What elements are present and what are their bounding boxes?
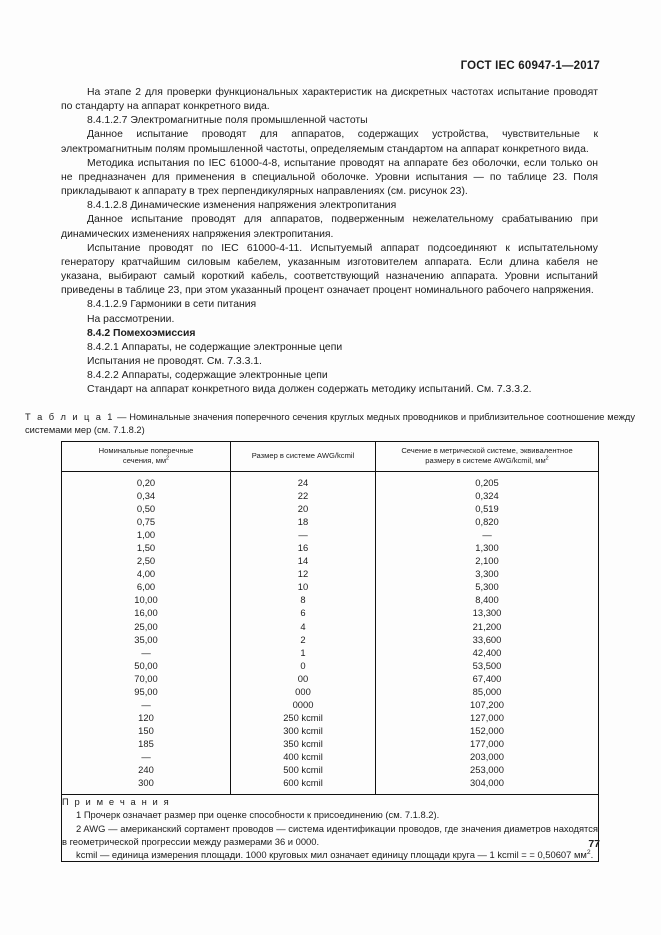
table-value: 127,000 [470,711,504,723]
table-value: 1,50 [136,542,156,554]
table-value: 16,00 [134,607,158,619]
table-value: 1,300 [475,542,499,554]
table-value: 13,300 [472,607,502,619]
body-text-block [61,86,598,397]
note-item-3-tail: . [590,848,594,860]
paragraph-7: Испытание проводят по IEC 61000-4-11. Испытуемый аппарат подсоединяют к испытательному генератору кратчайшим силовым кабелем, указанным изготовителем аппарата. Если длина кабеля не указана, выбирают самый короткий кабель, соответствующий назначению аппарата. Уровни испытаний приведены в таблице 23, при этом указанный процент означает процент номинального рабочего напряжения. [61,242,598,297]
table-data-row [62,472,599,795]
table-value: 4 [300,620,306,632]
table-value: 8 [300,594,306,606]
table-value: 0 [300,659,306,671]
table-value: — [141,698,151,710]
table-value: 300 [138,777,154,789]
column-header-nominal-cross-section [62,442,231,472]
table-value: 10,00 [134,594,158,606]
table-value: 14 [297,555,309,567]
table-value: 00 [297,672,309,684]
paragraph-1: На этапе 2 для проверки функциональных характеристик на дискретных частотах испытание проводят по стандарту на аппарат конкретного вида. [61,87,598,113]
table-value: 0,75 [136,516,156,528]
table-value: 0,820 [475,516,499,528]
table-value: 5,300 [475,581,499,593]
table-value: 177,000 [470,737,504,749]
table-value: 350 kcmil [283,737,323,749]
table-header-row [62,442,599,472]
column-header-nominal-superscript: 2 [166,455,170,462]
table-value: 0,50 [136,503,156,515]
table-value: 0,34 [136,490,156,502]
clause-8-4-1-2-8: 8.4.1.2.8 Динамические изменения напряжения электропитания [87,200,397,212]
table-value: 20 [297,503,309,515]
table-value: 253,000 [470,764,504,776]
table-value: 10 [297,581,309,593]
table-value: 53,500 [472,659,502,671]
clause-8-4-1-2-7: 8.4.1.2.7 Электромагнитные поля промышленной частоты [87,115,368,127]
clause-8-4-1-2-9: 8.4.1.2.9 Гармоники в сети питания [87,299,257,311]
table-caption [25,411,635,437]
table-value: 1,00 [136,529,156,541]
table-value: 3,300 [475,568,499,580]
table-value: 150 [138,724,154,736]
table-value: 0,205 [475,477,499,488]
paragraph-14: Стандарт на аппарат конкретного вида должен содержать методику испытаний. См. 7.3.3.2. [87,384,532,396]
notes-title: П р и м е ч а н и я [62,796,171,808]
table-body [62,472,599,862]
table-value: 33,600 [472,633,502,645]
table-value: 0,324 [475,490,499,502]
paragraph-12: Испытания не проводят. См. 7.3.3.1. [87,355,262,367]
column-header-metric-superscript: 2 [545,455,549,462]
running-head: ГОСТ IEC 60947-1—2017 [460,60,600,72]
table-value: 6 [300,607,306,619]
table-value: 500 kcmil [283,764,323,776]
column-header-metric-line1: Сечение в метрической системе, эквивалентное [401,446,573,455]
table-notes [62,795,599,862]
paragraph-6: Данное испытание проводят для аппаратов, подверженным нежелательному срабатыванию при динамических изменениях напряжения электропитания. [61,214,598,240]
table-value: 400 kcmil [283,750,323,762]
column-header-metric-line2: размеру в системе AWG/kcmil, мм [425,456,546,465]
table-value: 250 kcmil [283,711,323,723]
table-value: 21,200 [472,620,502,632]
table-value: — [141,646,151,658]
table-value: 50,00 [134,659,158,671]
table-value: — [298,529,308,541]
table-value: 85,000 [472,685,502,697]
paragraph-4: Методика испытания по IEC 61000-4-8, испытание проводят на аппарате без оболочки, если только он не предназначен для применения в специальной оболочке. Уровни испытания — по таблице 23. Поля прикладывают к аппарату в трех перпендикулярных направлениях (см. рисунок 23). [61,157,598,198]
clause-8-4-2-1: 8.4.2.1 Аппараты, не содержащие электронные цепи [87,341,343,353]
table-caption-label: Т а б л и ц а 1 [25,412,115,422]
list-metric-values [376,476,598,789]
cell-metric-equivalent [376,472,599,795]
table-value: 240 [138,764,154,776]
table-caption-text: Номинальные значения поперечного сечения круглых медных проводников и приблизительное соотношение между системами мер (см. 7.1.8.2) [25,412,635,435]
table-head [62,442,599,472]
table-value: 25,00 [134,620,158,632]
table-value: 185 [138,737,154,749]
note-item-3 [62,848,598,861]
table-value: 16 [297,542,309,554]
table-value: 8,400 [475,594,499,606]
page-number: 77 [588,838,600,850]
table-value: 2 [300,633,306,645]
table-value: 22 [297,490,309,502]
table-value: 95,00 [134,685,158,697]
cell-awg-kcmil [231,472,376,795]
table-value: 4,00 [136,568,156,580]
paragraph-9: На рассмотрении. [87,313,175,325]
note-item-3-superscript: 2 [586,848,591,856]
table-value: 000 [295,685,311,697]
table-value: 152,000 [470,724,504,736]
table-caption-dash: — [117,412,127,422]
table-value: 300 kcmil [283,724,323,736]
conductor-cross-section-table [61,441,599,862]
table-value: 12 [297,568,309,580]
table-value: 0000 [292,698,314,710]
cell-nominal-cross-section [62,472,231,795]
table-value: 0,20 [136,477,156,488]
table-value: 1 [300,646,306,658]
table-value: 67,400 [472,672,502,684]
table-value: — [482,529,492,541]
table-value: 70,00 [134,672,158,684]
table-value: 0,519 [475,503,499,515]
column-header-awg-kcmil: Размер в системе AWG/kcmil [231,442,376,472]
table-value: 2,50 [136,555,156,567]
clause-8-4-2-heading: 8.4.2 Помехоэмиссия [87,327,196,339]
note-item-1: 1 Прочерк означает размер при оценке способности к присоединению (см. 7.1.8.2). [76,809,440,821]
note-item-2: 2 AWG — американский сортамент проводов — система идентификации проводов, где значения диаметров находятся в геометрической прогрессии между размерами 36 и 0000. [62,822,598,847]
table-value: 107,200 [470,698,504,710]
note-item-3-text: kcmil — единица измерения площади. 1000 круговых мил означает единицу площади круга — 1 kcmil = = 0,50607 мм [76,848,587,860]
table-notes-row [62,795,599,862]
table-value: 203,000 [470,750,504,762]
list-nominal-values [62,476,230,789]
table-value: — [141,750,151,762]
table-value: 2,100 [475,555,499,567]
table-value: 6,00 [136,581,156,593]
table-value: 42,400 [472,646,502,658]
paragraph-3: Данное испытание проводят для аппаратов, содержащих устройства, чувствительные к электромагнитным полям промышленной частоты, определяемым стандартом на аппарат конкретного вида. [61,129,598,155]
column-header-metric-equivalent [376,442,599,472]
table-value: 600 kcmil [283,777,323,789]
table-value: 18 [297,516,309,528]
table-value: 304,000 [470,777,504,789]
clause-8-4-2-2: 8.4.2.2 Аппараты, содержащие электронные цепи [87,370,328,382]
table-value: 24 [297,477,309,488]
table-value: 35,00 [134,633,158,645]
column-header-nominal-line2: сечения, мм [122,456,167,465]
list-awg-values [231,476,375,789]
table-value: 120 [138,711,154,723]
column-header-nominal-line1: Номинальные поперечные [98,446,194,455]
